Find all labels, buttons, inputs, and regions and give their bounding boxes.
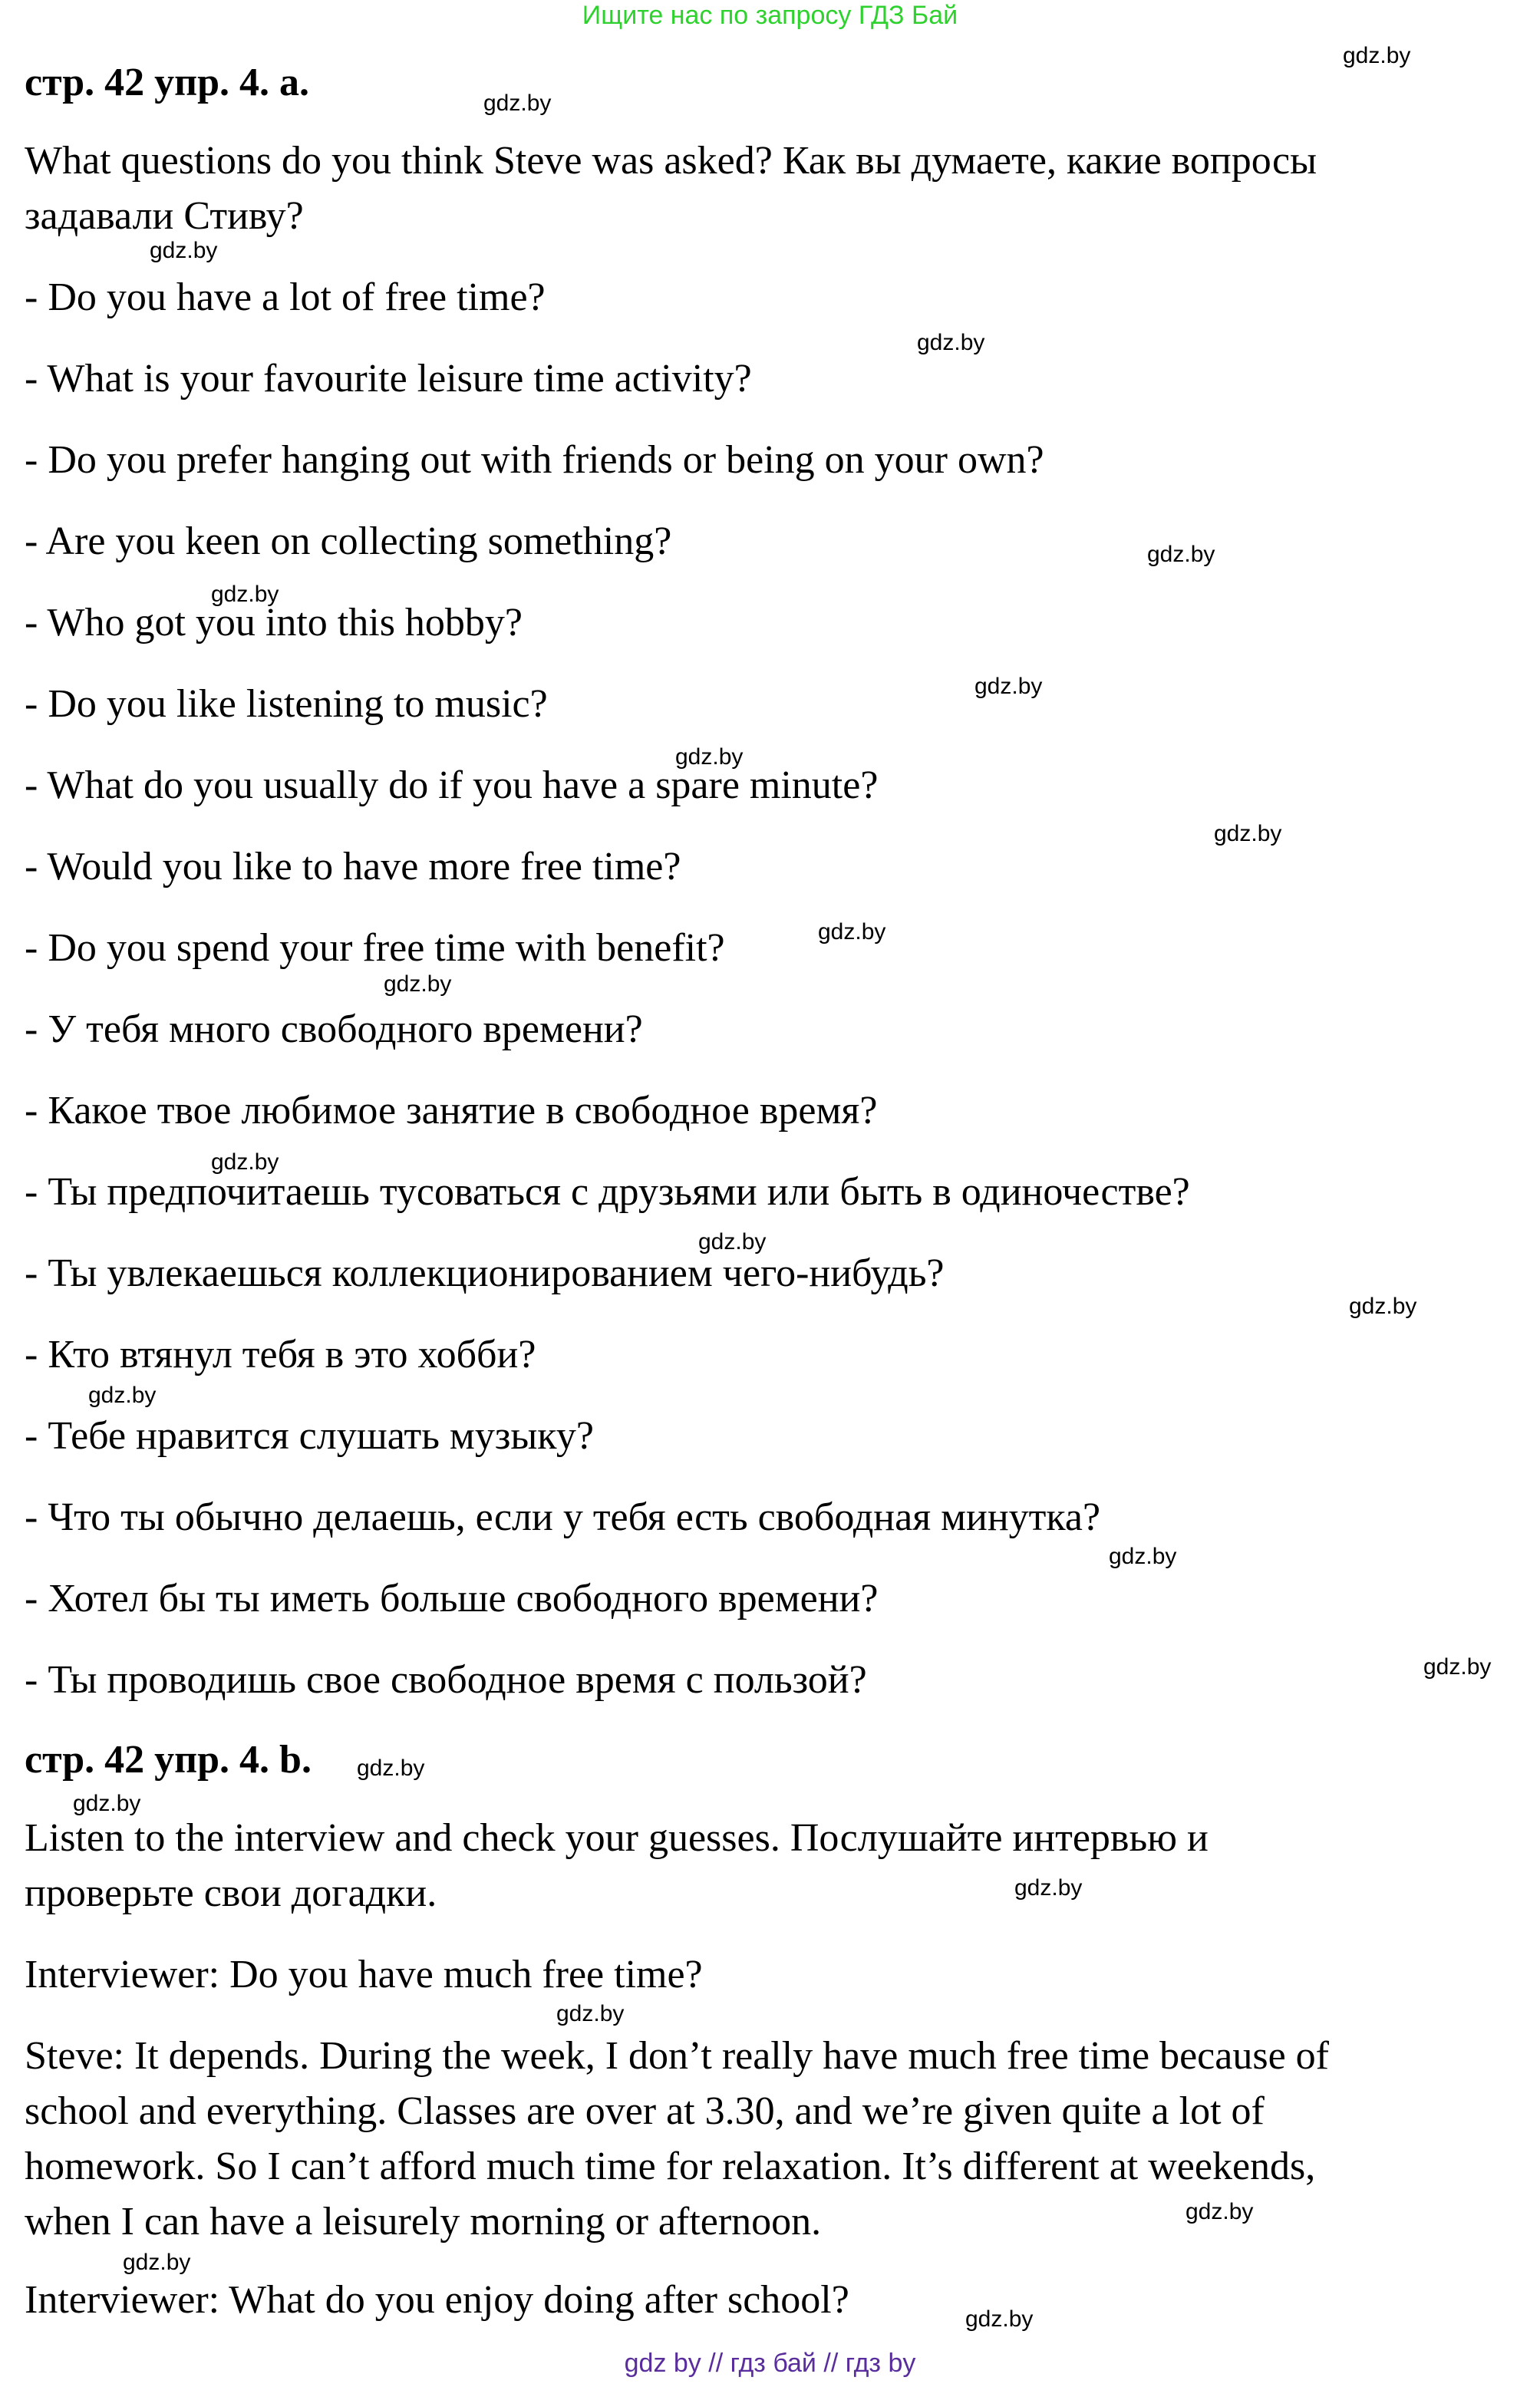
watermark: gdz.by (818, 919, 886, 945)
watermark: gdz.by (556, 2001, 625, 2026)
question-en: - Who got you into this hobby? (25, 601, 523, 645)
watermark: gdz.by (384, 971, 452, 997)
section-a-task: What questions do you think Steve was asked? Как вы думаете, какие вопросы (25, 139, 1317, 183)
question-ru: - Кто втянул тебя в это хобби? (25, 1333, 536, 1376)
watermark: gdz.by (357, 1756, 425, 1781)
watermark: gdz.by (211, 582, 279, 607)
dialogue-line: Interviewer: Do you have much free time? (25, 1953, 703, 1996)
question-ru: - Тебе нравится слушать музыку? (25, 1414, 594, 1458)
question-ru: - У тебя много свободного времени? (25, 1007, 643, 1051)
question-en: - Do you like listening to music? (25, 682, 548, 726)
section-b-task: Listen to the interview and check your guesses. Послушайте интервью и (25, 1816, 1209, 1860)
watermark: gdz.by (123, 2250, 191, 2275)
section-b-heading: стр. 42 упр. 4. b. (25, 1738, 312, 1782)
dialogue-line: Interviewer: What do you enjoy doing after school? (25, 2278, 849, 2322)
question-ru: - Ты проводишь свое свободное время с пользой? (25, 1658, 867, 1702)
watermark: gdz.by (917, 330, 985, 355)
watermark: gdz.by (150, 238, 218, 263)
watermark: gdz.by (1147, 542, 1215, 567)
watermark: gdz.by (965, 2306, 1034, 2332)
watermark: gdz.by (1014, 1875, 1083, 1901)
question-en: - Do you spend your free time with benefit? (25, 926, 725, 970)
watermark: gdz.by (211, 1149, 279, 1175)
watermark: gdz.by (974, 674, 1043, 699)
watermark: gdz.by (483, 91, 552, 116)
question-en: - What do you usually do if you have a spare minute? (25, 763, 879, 807)
watermark: gdz.by (73, 1791, 141, 1816)
question-ru: - Ты увлекаешься коллекционированием чего-нибудь? (25, 1251, 945, 1295)
question-en: - Do you have a lot of free time? (25, 275, 546, 319)
dialogue-line: school and everything. Classes are over at 3.30, and we’re given quite a lot of (25, 2089, 1265, 2133)
question-ru: - Ты предпочитаешь тусоваться с друзьями или быть в одиночестве? (25, 1170, 1190, 1214)
question-ru: - Что ты обычно делаешь, если у тебя есть свободная минутка? (25, 1495, 1101, 1539)
dialogue-line: when I can have a leisurely morning or afternoon. (25, 2200, 822, 2244)
question-en: - Would you like to have more free time? (25, 845, 681, 889)
watermark: gdz.by (1343, 43, 1411, 68)
question-en: - Do you prefer hanging out with friends or being on your own? (25, 438, 1044, 482)
watermark: gdz.by (675, 744, 744, 770)
question-en: - What is your favourite leisure time activity? (25, 357, 752, 401)
dialogue-line: homework. So I can’t afford much time for relaxation. It’s different at weekends, (25, 2145, 1316, 2188)
question-ru: - Какое твое любимое занятие в свободное время? (25, 1089, 878, 1133)
question-ru: - Хотел бы ты иметь больше свободного времени? (25, 1577, 879, 1620)
dialogue-line: Steve: It depends. During the week, I don’t really have much free time because of (25, 2034, 1329, 2078)
footer-links: gdz by // гдз бай // гдз by (624, 2349, 916, 2378)
watermark: gdz.by (1349, 1294, 1417, 1319)
watermark: gdz.by (698, 1229, 767, 1254)
section-b-task-cont: проверьте свои догадки. (25, 1871, 437, 1915)
watermark: gdz.by (1186, 2199, 1254, 2224)
watermark: gdz.by (1214, 821, 1282, 846)
watermark: gdz.by (1109, 1544, 1177, 1569)
watermark: gdz.by (88, 1383, 157, 1408)
section-a-heading: стр. 42 упр. 4. a. (25, 61, 310, 104)
watermark: gdz.by (1423, 1654, 1492, 1680)
top-banner: Ищите нас по запросу ГДЗ Бай (582, 1, 958, 30)
section-a-task-cont: задавали Стиву? (25, 194, 304, 238)
question-en: - Are you keen on collecting something? (25, 519, 672, 563)
